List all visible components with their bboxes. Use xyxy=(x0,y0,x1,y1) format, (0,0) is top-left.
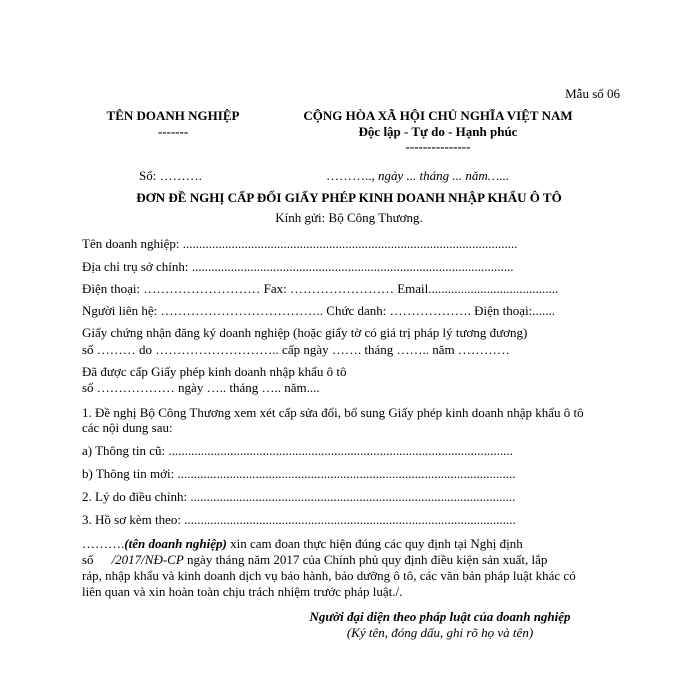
company-name-field: Tên doanh nghiệp: ....................................................................................................... xyxy=(82,236,518,251)
new-info-field: b) Thông tin mới: ........................................................................................................ xyxy=(82,466,516,481)
commitment-line3: ráp, nhập khẩu và kinh doanh dịch vụ bảo hành, bảo dưỡng ô tô, các văn bản pháp luật khác có xyxy=(82,568,576,583)
left-header-divider: ------- xyxy=(157,124,189,139)
commitment-line1 xyxy=(82,536,523,552)
signature-note: (Ký tên, đóng dấu, ghi rõ họ và tên) xyxy=(346,625,534,640)
import-license-line2: số ……………… ngày ….. tháng ….. năm.... xyxy=(82,380,320,395)
request-line2: các nội dung sau: xyxy=(82,420,173,435)
signature-title: Người đại diện theo pháp luật của doanh nghiệp xyxy=(309,609,571,624)
document-number: Số: ………. xyxy=(139,168,202,183)
right-header-divider: --------------- xyxy=(405,139,471,154)
national-motto: Độc lập - Tự do - Hạnh phúc xyxy=(358,124,518,139)
attachments-field: 3. Hồ sơ kèm theo: ...................................................................................................... xyxy=(82,512,516,527)
registration-cert-line1: Giấy chứng nhận đăng ký doanh nghiệp (hoặc giấy tờ có giá trị pháp lý tương đương) xyxy=(82,325,528,340)
import-license-line1: Đã được cấp Giấy phép kinh doanh nhập khẩu ô tô xyxy=(82,364,347,379)
commitment-line4: liên quan và xin hoàn toàn chịu trách nhiệm trước pháp luật./. xyxy=(82,584,403,599)
company-placeholder: TÊN DOANH NGHIỆP xyxy=(106,108,240,123)
decree-so: số xyxy=(82,552,94,567)
commitment-dots: ………. xyxy=(82,536,125,551)
address-field: Địa chỉ trụ sở chính: ................................................................................................... xyxy=(82,259,514,274)
reason-field: 2. Lý do điều chỉnh: .................................................................................................... xyxy=(82,489,516,504)
place-and-date xyxy=(326,168,509,184)
request-line1: 1. Đề nghị Bộ Công Thương xem xét cấp sửa đổi, bổ sung Giấy phép kinh doanh nhập khẩu ô tô xyxy=(82,405,584,420)
recipient: Kính gửi: Bộ Công Thương. xyxy=(275,210,423,225)
national-title: CỘNG HÒA XÃ HỘI CHỦ NGHĨA VIỆT NAM xyxy=(303,108,573,123)
decree-number: /2017/NĐ-CP xyxy=(111,552,184,567)
contact-person-field: Người liên hệ: ……………………………….. Chức danh: ………………. Điện thoại:....... xyxy=(82,303,556,318)
place-placeholder: ……….., xyxy=(326,168,375,183)
company-name-italic: (tên doanh nghiệp) xyxy=(124,536,227,551)
commitment-line2 xyxy=(82,552,547,568)
registration-cert-line2: số ……… do ……………………….. cấp ngày ……. tháng …….. năm ………… xyxy=(82,342,510,357)
phone-fax-email-field: Điện thoại: ……………………… Fax: …………………… Email........................................ xyxy=(82,281,559,296)
old-info-field: a) Thông tin cũ: .......................................................................................................... xyxy=(82,443,513,458)
commitment-line2-text: ngày tháng năm 2017 của Chính phủ quy định điều kiện sản xuất, lắp xyxy=(183,552,548,567)
commitment-line1-text: xin cam đoan thực hiện đúng các quy định tại Nghị định xyxy=(226,536,523,551)
date-placeholder: ngày ... tháng ... năm…... xyxy=(378,168,510,183)
document-title: ĐƠN ĐỀ NGHỊ CẤP ĐỔI GIẤY PHÉP KINH DOANH NHẬP KHẨU Ô TÔ xyxy=(136,190,562,205)
form-number: Mẫu số 06 xyxy=(565,86,620,101)
